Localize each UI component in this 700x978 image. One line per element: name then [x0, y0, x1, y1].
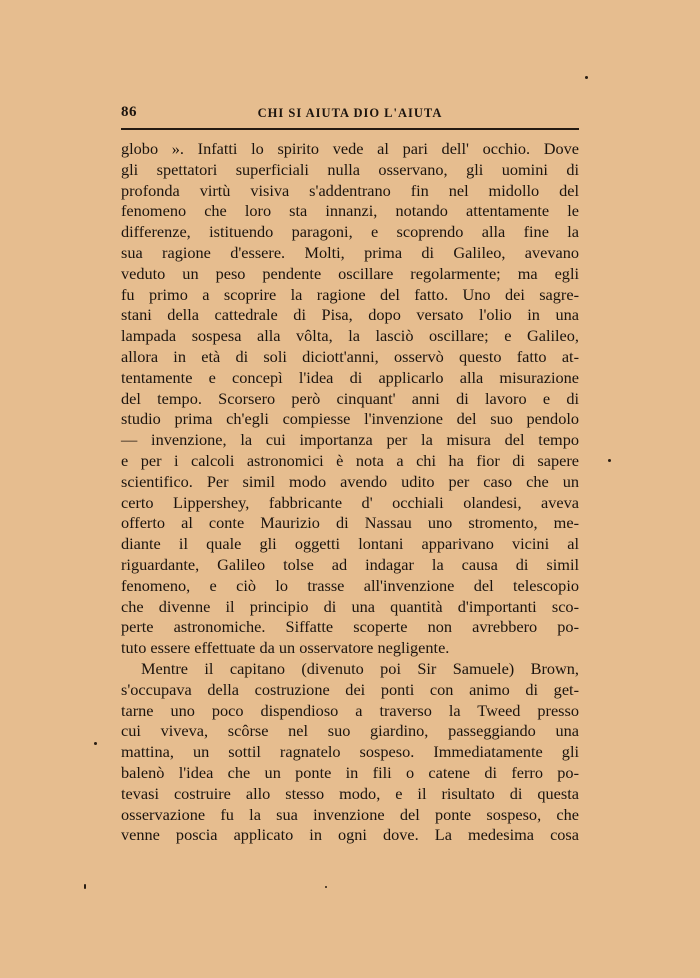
header-rule — [121, 128, 579, 130]
page-number: 86 — [121, 104, 137, 120]
text-line: del tempo. Scorsero però cinquant' anni di lavoro e di — [121, 388, 579, 408]
text-line: gli spettatori superficiali nulla osservano, gli uomini di — [121, 159, 579, 179]
text-line: osservazione fu la sua invenzione del ponte sospeso, che — [121, 804, 579, 824]
speck-mark — [84, 884, 86, 889]
text-line: sua ragione d'essere. Molti, prima di Galileo, avevano — [121, 242, 579, 262]
body-text — [121, 139, 579, 846]
text-line: veduto un peso pendente oscillare regolarmente; ma egli — [121, 263, 579, 283]
text-line: venne poscia applicato in ogni dove. La medesima cosa — [121, 825, 579, 845]
text-line: fenomeno che loro sta innanzi, notando attentamente le — [121, 201, 579, 221]
text-line: tarne uno poco dispendioso a traverso la Tweed presso — [121, 700, 579, 720]
text-line: offerto al conte Maurizio di Nassau uno stromento, me- — [121, 513, 579, 533]
text-line: balenò l'idea che un ponte in fili o catene di ferro po- — [121, 762, 579, 782]
running-head: CHI SI AIUTA DIO L'AIUTA — [257, 106, 443, 120]
text-line: allora in età di soli diciott'anni, osservò questo fatto at- — [121, 346, 579, 366]
text-line: differenze, istituendo paragoni, e scoprendo alla fine la — [121, 222, 579, 242]
text-line: scientifico. Per simil modo avendo udito per caso che un — [121, 471, 579, 491]
text-line: mattina, un sottil ragnatelo sospeso. Immediatamente gli — [121, 742, 579, 762]
text-line: diante il quale gli oggetti lontani apparivano vicini al — [121, 534, 579, 554]
speck-mark — [325, 886, 327, 888]
text-line: tevasi costruire allo stesso modo, e il risultato di questa — [121, 783, 579, 803]
text-line: studio prima ch'egli compiesse l'invenzione del suo pendolo — [121, 409, 579, 429]
text-line: perte astronomiche. Siffatte scoperte non avrebbero po- — [121, 617, 579, 637]
speck-mark — [585, 76, 588, 79]
text-line: certo Lippershey, fabbricante d' occhiali olandesi, aveva — [121, 492, 579, 512]
text-line: globo ». Infatti lo spirito vede al pari dell' occhio. Dove — [121, 139, 579, 158]
text-line: cui viveva, scôrse nel suo giardino, passeggiando una — [121, 721, 579, 741]
text-line: riguardante, Galileo tolse ad indagar la causa di simil — [121, 554, 579, 574]
text-line: stani della cattedrale di Pisa, dopo versato l'olio in una — [121, 305, 579, 325]
text-line: tuto essere effettuate da un osservatore negligente. — [121, 638, 450, 658]
text-line: tentamente e concepì l'idea di applicarlo alla misurazione — [121, 367, 579, 387]
text-line: che divenne il principio di una quantità d'importanti sco- — [121, 596, 579, 616]
text-line: lampada sospesa alla vôlta, la lasciò oscillare; e Galileo, — [121, 326, 579, 346]
text-line: Mentre il capitano (divenuto poi Sir Samuele) Brown, — [141, 658, 579, 678]
speck-mark — [94, 742, 97, 745]
speck-mark — [608, 459, 611, 462]
text-line: s'occupava della costruzione dei ponti con animo di get- — [121, 679, 579, 699]
text-line: fu primo a scoprire la ragione del fatto. Uno dei sagre- — [121, 284, 579, 304]
text-line: fenomeno, e ciò lo trasse all'invenzione del telescopio — [121, 575, 579, 595]
text-line: e per i calcoli astronomici è nota a chi ha fior di sapere — [121, 450, 579, 470]
text-line: profonda virtù visiva s'addentrano fin nel midollo del — [121, 180, 579, 200]
page-header — [121, 104, 579, 124]
text-line: — invenzione, la cui importanza per la misura del tempo — [121, 430, 579, 450]
